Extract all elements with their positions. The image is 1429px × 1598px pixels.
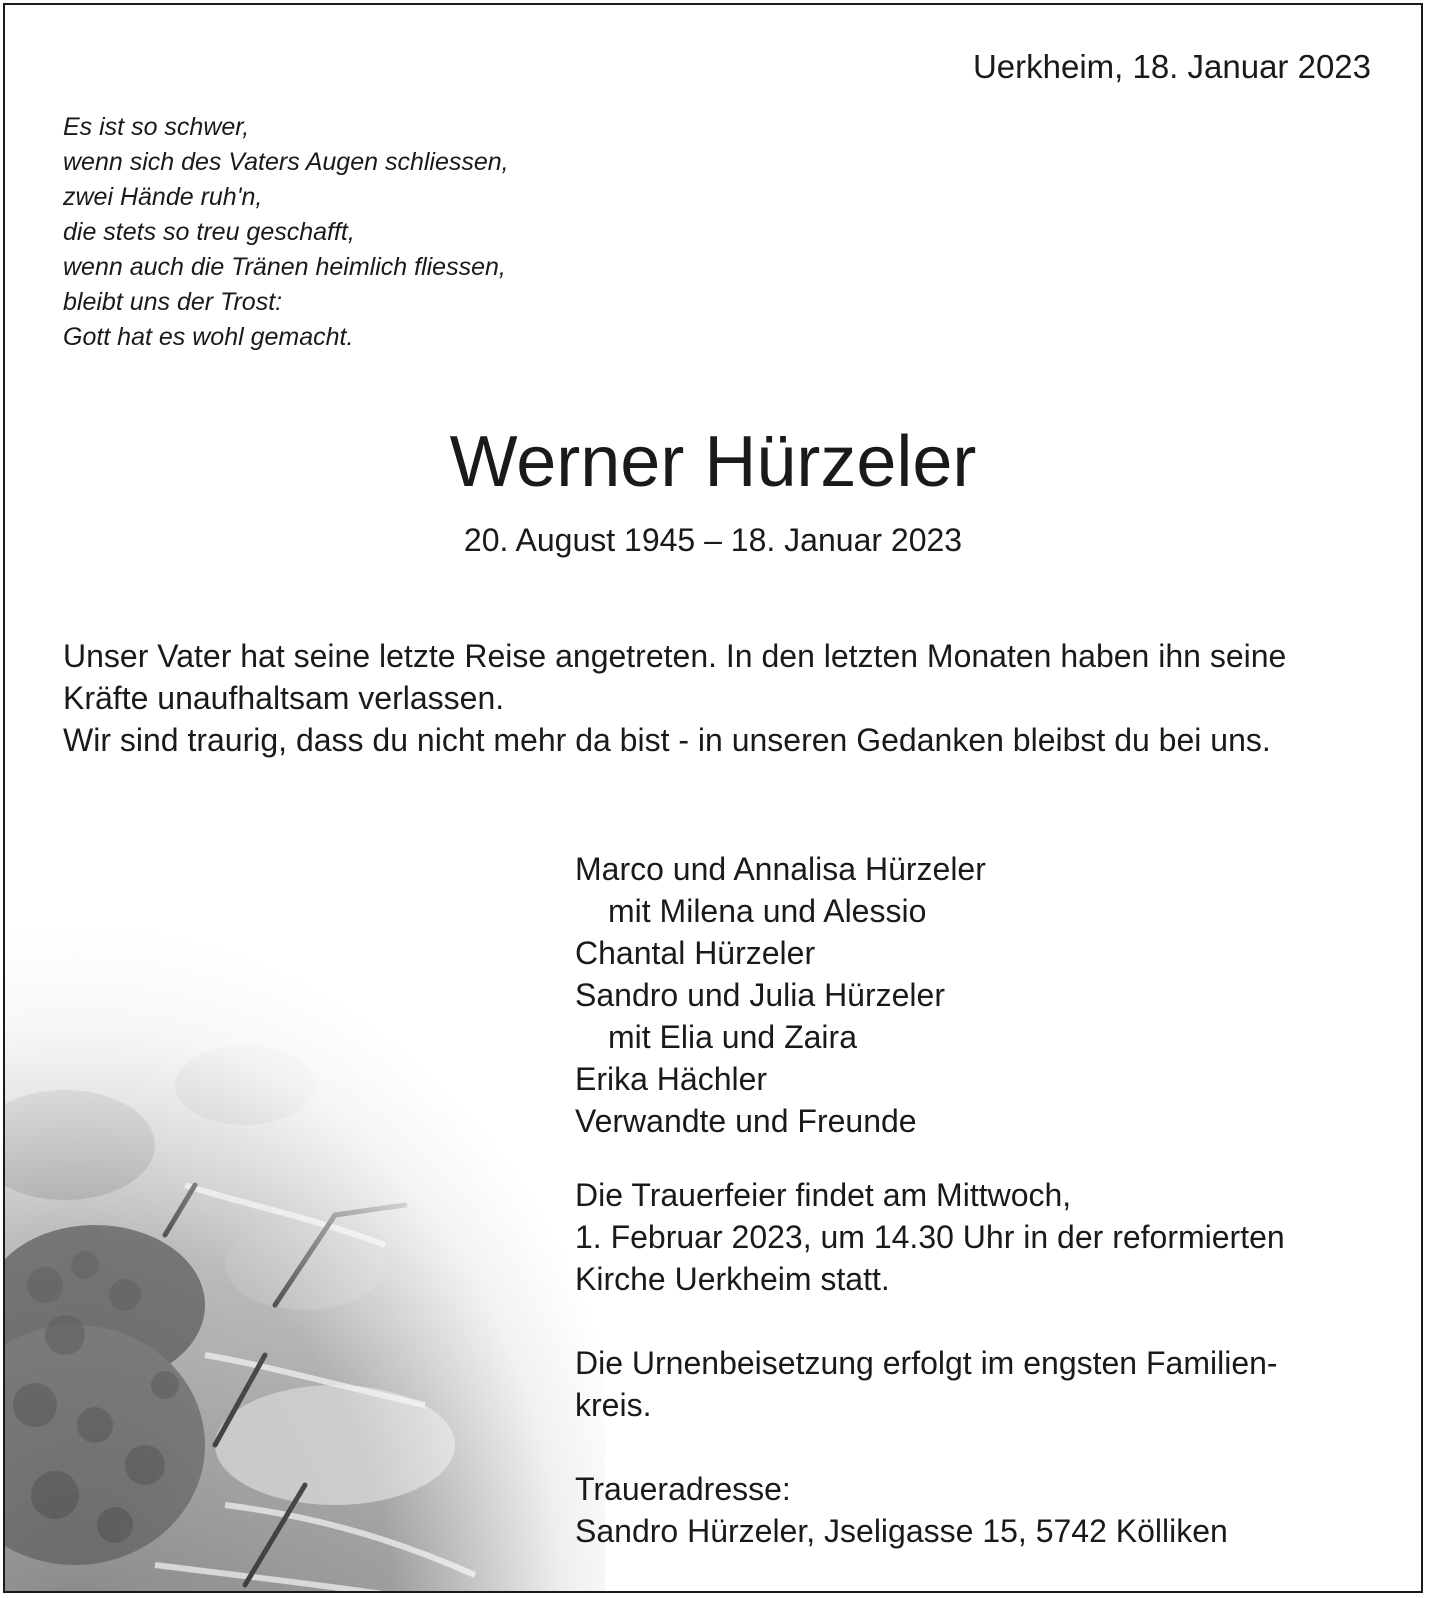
lifespan: 20. August 1945 – 18. Januar 2023	[463, 522, 963, 558]
mourner-line: mit Elia und Zaira	[608, 1019, 857, 1055]
ceremony-line: 1. Februar 2023, um 14.30 Uhr in der reformierten	[575, 1219, 1285, 1255]
poem-line: zwei Hände ruh'n,	[63, 183, 263, 211]
ceremony-line: Kirche Uerkheim statt.	[575, 1261, 890, 1297]
ceremony-line: Die Trauerfeier findet am Mittwoch,	[575, 1177, 1072, 1213]
deceased-name: Werner Hürzeler	[449, 422, 977, 502]
burial-line: kreis.	[575, 1387, 652, 1423]
mourner-line: Sandro und Julia Hürzeler	[575, 977, 945, 1013]
message	[63, 635, 1363, 761]
burial-line: Die Urnenbeisetzung erfolgt im engsten Familien-	[575, 1345, 1278, 1381]
poem-line: Es ist so schwer,	[63, 113, 250, 141]
mourner-line: Verwandte und Freunde	[575, 1103, 917, 1139]
mourner-line: Chantal Hürzeler	[575, 935, 816, 971]
poem	[63, 110, 509, 355]
mossy-stream-photo-icon	[5, 885, 605, 1593]
poem-line: wenn auch die Tränen heimlich fliessen,	[63, 253, 506, 281]
mourning-address	[575, 1468, 1375, 1552]
poem-line: wenn sich des Vaters Augen schliessen,	[63, 148, 509, 176]
mourners-list	[575, 848, 986, 1142]
poem-line: die stets so treu geschafft,	[63, 218, 355, 246]
mourner-line: mit Milena und Alessio	[608, 893, 927, 929]
obituary-frame	[3, 3, 1423, 1593]
mourner-line: Marco und Annalisa Hürzeler	[575, 851, 986, 887]
mourner-line: Erika Hächler	[575, 1061, 768, 1097]
ceremony-info	[575, 1174, 1375, 1300]
address-label: Traueradresse:	[575, 1471, 791, 1507]
poem-line: bleibt uns der Trost:	[63, 288, 283, 316]
poem-line: Gott hat es wohl gemacht.	[63, 323, 354, 351]
service-info	[575, 1174, 1375, 1552]
message-paragraph: Unser Vater hat seine letzte Reise angetreten. In den letzten Monaten haben ihn seine Kräfte unaufhaltsam verlassen.	[63, 638, 1287, 716]
address-text: Sandro Hürzeler, Jseligasse 15, 5742 Kölliken	[575, 1513, 1228, 1549]
place-date: Uerkheim, 18. Januar 2023	[972, 48, 1371, 85]
message-paragraph: Wir sind traurig, dass du nicht mehr da bist - in unseren Gedanken bleibst du bei uns.	[63, 722, 1271, 758]
burial-info	[575, 1342, 1375, 1426]
